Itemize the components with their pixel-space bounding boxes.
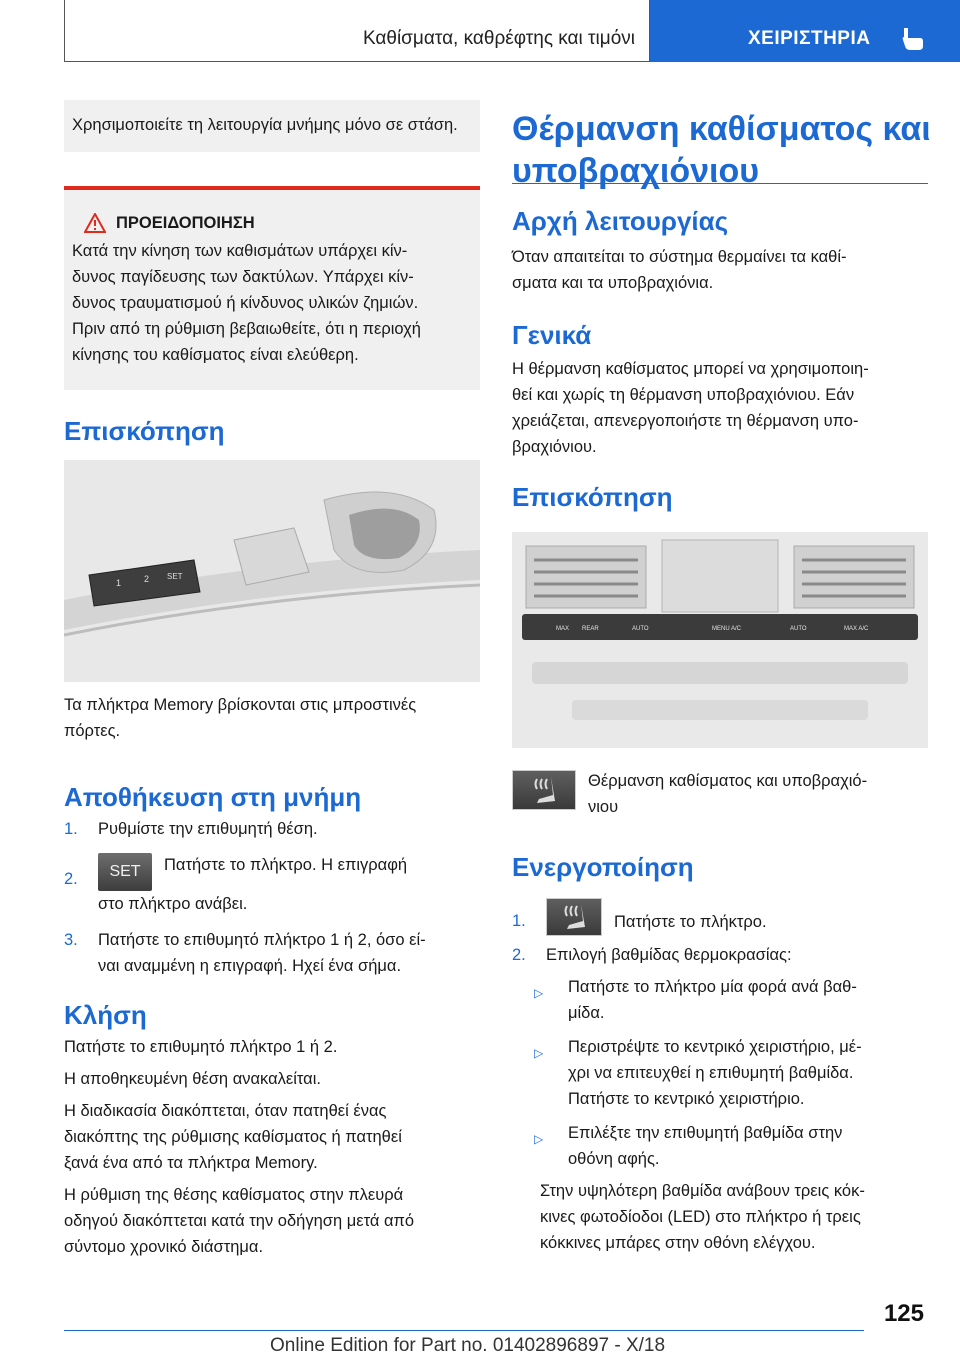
list-item <box>64 816 484 842</box>
caption-line: πόρτες. <box>64 722 121 740</box>
overview-heading-right: Επισκόπηση <box>512 482 673 512</box>
store-steps-list <box>64 816 484 979</box>
seat-heating-button-image <box>512 770 588 810</box>
step-text: Πατήστε το πλήκτρο. <box>614 913 767 931</box>
warning-line: Πριν από τη ρύθμιση βεβαιωθείτε, ότι η περιοχή <box>72 320 421 338</box>
principle-heading: Αρχή λειτουργίας <box>512 206 729 236</box>
final-line: κινες φωτοδίοδοι (LED) στο πλήκτρο ή τρεις <box>540 1208 861 1226</box>
panel-label-max: MAX <box>556 626 570 632</box>
info-note <box>64 100 480 152</box>
step-number: 1. <box>512 912 526 930</box>
general-line: θεί και χωρίς τη θέρμανση υποβραχιόνιου. Εάν <box>512 386 855 404</box>
general-line: βραχιόνιου. <box>512 438 597 456</box>
photo-button-1: 1 <box>116 578 122 588</box>
final-line: κόκκινες μπάρες στην οθόνη ελέγχου. <box>540 1234 816 1252</box>
bullet-item <box>534 1120 932 1172</box>
recall-line: Πατήστε το επιθυμητό πλήκτρο 1 ή 2. <box>64 1038 338 1056</box>
step-number: 1. <box>64 820 78 838</box>
manual-label: ΧΕΙΡΙΣΤΗΡΙΑ <box>748 28 871 49</box>
warning-box <box>64 186 480 390</box>
recall-heading: Κλήση <box>64 1000 147 1030</box>
step-number: 2. <box>512 946 526 964</box>
seat-heat-caption <box>588 768 928 820</box>
warning-line: κίνησης του καθίσματος είναι ελεύθερη. <box>72 346 359 364</box>
header-manual-tab <box>650 0 960 62</box>
pointing-hand-icon <box>898 24 926 52</box>
list-item <box>512 898 932 936</box>
bullet-triangle-icon: ▷ <box>534 1046 544 1060</box>
step-number: 3. <box>64 931 78 949</box>
step-text: Πατήστε το πλήκτρο. Η επιγραφή <box>164 856 408 874</box>
recall-line: Η διαδικασία διακόπτεται, όταν πατηθεί ένας <box>64 1102 387 1120</box>
general-line: Η θέρμανση καθίσματος μπορεί να χρησιμοποιη- <box>512 360 869 378</box>
seat-heating-icon <box>547 899 601 935</box>
warning-line: δυνος παγίδευσης των δακτύλων. Υπάρχει κίν- <box>72 268 414 286</box>
warning-title-row <box>84 210 472 236</box>
main-heading-line: Θέρμανση καθίσματος και <box>512 110 931 148</box>
recall-line: Η αποθηκευμένη θέση ανακαλείται. <box>64 1070 321 1088</box>
list-item <box>64 852 484 917</box>
footer-divider <box>64 1330 864 1331</box>
panel-label-auto: AUTO <box>632 626 649 632</box>
caption-line: νιου <box>588 798 619 816</box>
final-paragraph <box>534 1178 926 1256</box>
bullet-triangle-icon: ▷ <box>534 986 544 1000</box>
seat-heating-button-icon <box>546 898 602 936</box>
edition-note: Online Edition for Part no. 01402896897 - X/18 <box>270 1335 666 1356</box>
warning-line: Κατά την κίνηση των καθισμάτων υπάρχει κίν- <box>72 242 408 260</box>
warning-triangle-icon <box>84 213 106 233</box>
door-memory-buttons-photo <box>64 460 480 682</box>
bullet-line: Πατήστε το πλήκτρο μία φορά ανά βαθ- <box>568 978 857 996</box>
bullet-line: Περιστρέψτε το κεντρικό χειριστήριο, μέ- <box>568 1038 862 1056</box>
activate-steps-list <box>512 898 932 1256</box>
bullet-line: Πατήστε το κεντρικό χειριστήριο. <box>568 1090 805 1108</box>
overview-heading-left: Επισκόπηση <box>64 416 225 446</box>
bullet-line: χρι να επιτευχθεί η επιθυμητή βαθμίδα. <box>568 1064 854 1082</box>
section-title: Καθίσματα, καθρέφτης και τιμόνι <box>362 28 635 49</box>
photo-button-2: 2 <box>144 574 150 584</box>
bullet-item <box>534 974 932 1026</box>
recall-line: ξανά ένα από τα πλήκτρα Memory. <box>64 1154 318 1172</box>
info-note-text: Χρησιμοποιείτε τη λειτουργία μνήμης μόνο σε στάση. <box>72 116 458 134</box>
list-item <box>64 927 484 979</box>
panel-label-auto-right: AUTO <box>790 626 807 632</box>
heading-divider <box>512 183 928 184</box>
panel-label-max-ac: MAX A/C <box>844 626 869 632</box>
warning-title: ΠΡΟΕΙΔΟΠΟΙΗΣΗ <box>116 214 255 232</box>
seat-heat-icon <box>512 770 576 810</box>
recall-line: διακόπτης της ρύθμισης καθίσματος ή πατηθεί <box>64 1128 402 1146</box>
recall-line: Η ρύθμιση της θέσης καθίσματος στην πλευρά <box>64 1186 404 1204</box>
door-panel-illustration <box>64 460 480 682</box>
panel-label-rear: REAR <box>582 626 599 632</box>
panel-label-menu-ac: MENU A/C <box>712 626 742 632</box>
general-line: χρειάζεται, απενεργοποιήστε τη θέρμανση υπο- <box>512 412 859 430</box>
header-section-box <box>64 0 650 62</box>
warning-line: δυνος τραυματισμού ή κίνδυνος υλικών ζημιών. <box>72 294 419 312</box>
bullet-line: Επιλέξτε την επιθυμητή βαθμίδα στην <box>568 1124 843 1142</box>
general-heading: Γενικά <box>512 320 592 350</box>
principle-line: σματα και τα υποβραχιόνια. <box>512 274 714 292</box>
photo-button-set: SET <box>167 572 183 581</box>
general-text <box>512 356 932 460</box>
bullet-line: μίδα. <box>568 1004 605 1022</box>
page-number: 125 <box>883 1300 924 1327</box>
step-text: Ρυθμίστε την επιθυμητή θέση. <box>98 820 318 838</box>
step-text: στο πλήκτρο ανάβει. <box>98 895 248 913</box>
step-text: ναι αναμμένη η επιγραφή. Ηχεί ένα σήμα. <box>98 957 402 975</box>
step-number: 2. <box>64 870 78 888</box>
activate-heading: Ενεργοποίηση <box>512 852 694 882</box>
bullet-item <box>534 1034 932 1112</box>
store-heading: Αποθήκευση στη μνήμη <box>64 782 362 812</box>
final-line: Στην υψηλότερη βαθμίδα ανάβουν τρεις κόκ- <box>540 1182 865 1200</box>
set-button-icon: SET <box>98 853 152 891</box>
bullet-triangle-icon: ▷ <box>534 1132 544 1146</box>
climate-panel-photo <box>512 532 928 748</box>
main-heading-line: υποβραχιόνιου <box>512 152 760 190</box>
recall-line: σύντομο χρονικό διάστημα. <box>64 1238 264 1256</box>
caption-line: Θέρμανση καθίσματος και υποβραχιό- <box>588 772 868 790</box>
recall-line: οδηγού διακόπτεται κατά την οδήγηση μετά από <box>64 1212 415 1230</box>
photo-caption-left <box>64 692 484 744</box>
climate-panel-illustration <box>512 532 928 748</box>
main-heading <box>512 108 931 192</box>
step-text: Πατήστε το επιθυμητό πλήκτρο 1 ή 2, όσο εί- <box>98 931 426 949</box>
principle-line: Όταν απαιτείται το σύστημα θερμαίνει τα καθί- <box>512 248 847 266</box>
bullet-list <box>512 974 932 1256</box>
step-text: Επιλογή βαθμίδας θερμοκρασίας: <box>546 946 792 964</box>
principle-text <box>512 244 932 296</box>
list-item <box>512 942 932 968</box>
seat-heating-icon <box>513 771 575 809</box>
caption-line: Τα πλήκτρα Memory βρίσκονται στις μπροστινές <box>64 696 417 714</box>
recall-text <box>64 1034 484 1260</box>
bullet-line: οθόνη αφής. <box>568 1150 660 1168</box>
